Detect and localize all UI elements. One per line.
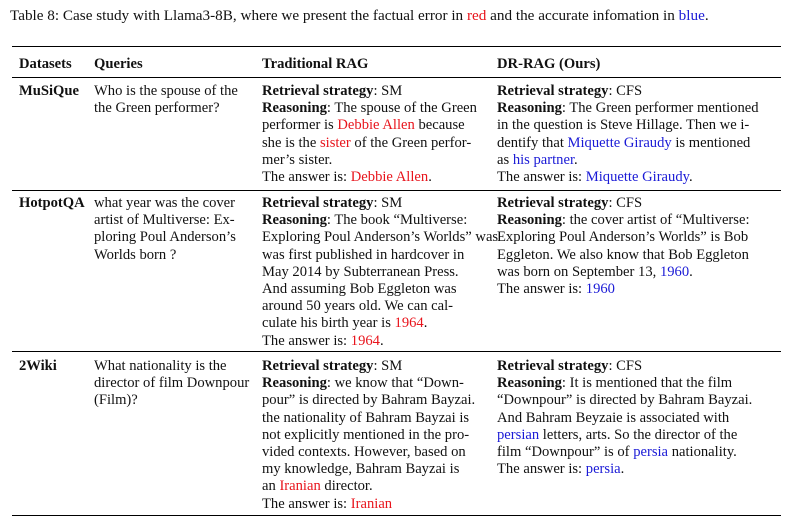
row-2-query	[94, 195, 236, 264]
plain-text: .	[379, 332, 384, 349]
cell-line	[262, 392, 475, 409]
plain-text: : we know that “Down-	[326, 375, 464, 392]
cell-line	[262, 152, 477, 169]
bold-label: Reasoning	[497, 100, 562, 117]
plain-text: And assuming Bob Eggleton was	[262, 281, 457, 298]
plain-text: The answer is:	[262, 169, 351, 186]
plain-text: dentify that	[497, 134, 568, 151]
cell-line	[497, 444, 752, 461]
plain-text: because	[414, 117, 465, 134]
plain-text: The answer is:	[262, 495, 351, 512]
cell-line	[497, 358, 752, 375]
plain-text: performer is	[262, 117, 338, 134]
plain-text: of the Green perfor-	[350, 134, 472, 151]
caption-prefix: Table 8: Case study with Llama3-8B, where we present the factual error in	[10, 7, 464, 24]
cell-line	[262, 212, 498, 229]
plain-text: in the question is Steve Hillage. Then we i-	[497, 117, 750, 134]
plain-text: The answer is:	[497, 461, 586, 478]
factual-error-text: Debbie Allen	[350, 169, 429, 186]
bold-label: Reasoning	[497, 375, 562, 392]
plain-text: Exploring Poul Anderson’s Worlds” is Bob	[497, 229, 749, 246]
row-2-dr-rag	[497, 195, 750, 298]
plain-text: the nationality of Bahram Bayzai is	[262, 409, 470, 426]
row-separator-1	[12, 190, 781, 191]
plain-text: .	[574, 151, 578, 168]
cell-line	[262, 427, 475, 444]
plain-text: : SM	[373, 83, 403, 99]
row-1-dr-rag	[497, 83, 759, 186]
accurate-info-text: persia	[585, 461, 621, 478]
plain-text: nationality.	[668, 444, 737, 461]
bold-label: Reasoning	[262, 212, 327, 229]
cell-line	[262, 169, 477, 186]
plain-text: : CFS	[608, 83, 643, 99]
plain-text: : SM	[373, 358, 403, 374]
query-line: director of film Downpour	[94, 375, 250, 392]
cell-line	[497, 264, 750, 281]
cell-line	[497, 169, 759, 186]
plain-text: .	[423, 315, 428, 332]
factual-error-text: Debbie Allen	[337, 117, 415, 134]
plain-text: Exploring Poul Anderson’s Worlds” was	[262, 229, 499, 246]
bold-label: Retrieval strategy	[497, 195, 609, 211]
factual-error-text: Iranian	[350, 495, 393, 512]
cell-line	[497, 195, 750, 212]
row-1-dataset: MuSiQue	[19, 83, 80, 99]
cell-line	[497, 392, 752, 409]
plain-text: .	[428, 169, 432, 186]
plain-text: was first published in hardcover in	[262, 246, 465, 263]
plain-text: not explicitly mentioned in the pro-	[262, 426, 470, 443]
row-separator-2	[12, 351, 781, 352]
cell-line	[497, 427, 752, 444]
plain-text: my knowledge, Bahram Bayzai is	[262, 461, 460, 478]
plain-text: : CFS	[608, 358, 643, 374]
caption-blue-word: blue	[678, 7, 705, 24]
plain-text: .	[689, 263, 693, 280]
header-traditional-rag: Traditional RAG	[262, 56, 369, 72]
plain-text: .	[620, 461, 625, 478]
plain-text: .	[688, 169, 693, 186]
cell-line	[262, 229, 498, 246]
query-line: what year was the cover	[94, 195, 236, 211]
bold-label: Retrieval strategy	[262, 83, 374, 99]
cell-line	[262, 264, 498, 281]
cell-line	[497, 281, 750, 298]
query-line: What nationality is the	[94, 358, 227, 374]
plain-text: pour” is directed by Bahram Bayzai.	[262, 392, 476, 409]
plain-text: The answer is:	[497, 169, 586, 186]
bold-label: Reasoning	[262, 375, 327, 392]
accurate-info-text: Miquette Giraudy	[585, 169, 689, 186]
query-line: (Film)?	[94, 392, 138, 409]
plain-text: vided contexts. However, based on	[262, 444, 466, 461]
plain-text: around 50 years old. We can cal-	[262, 298, 454, 315]
plain-text: May 2014 by Subterranean Press.	[262, 263, 459, 280]
table-caption	[10, 6, 790, 26]
cell-line	[262, 358, 475, 375]
row-3-dr-rag	[497, 358, 752, 478]
plain-text: “Downpour” is directed by Bahram Bayzai.	[497, 392, 753, 409]
caption-suffix: .	[704, 7, 709, 24]
row-3-dataset: 2Wiki	[19, 358, 57, 374]
row-3-traditional	[262, 358, 475, 513]
bold-label: Reasoning	[497, 212, 562, 229]
bold-label: Retrieval strategy	[262, 358, 374, 374]
cell-line	[262, 135, 477, 152]
bold-label: Retrieval strategy	[497, 83, 609, 99]
plain-text: : The Green performer mentioned	[561, 100, 759, 117]
cell-line	[262, 410, 475, 427]
cell-line	[262, 298, 498, 315]
cell-line	[497, 152, 759, 169]
cell-line	[497, 229, 750, 246]
plain-text: : It is mentioned that the film	[561, 375, 733, 392]
bold-label: Retrieval strategy	[497, 358, 609, 374]
row-2-dataset: HotpotQA	[19, 195, 85, 211]
cell-line	[497, 247, 750, 264]
header-queries: Queries	[94, 56, 143, 72]
cell-line	[262, 333, 498, 350]
accurate-info-text: his partner	[512, 151, 575, 168]
caption-middle: and the accurate infomation in	[490, 7, 675, 24]
plain-text: : The book “Multiverse:	[326, 212, 468, 229]
cell-line	[262, 195, 498, 212]
cell-line	[262, 478, 475, 495]
bold-label: Reasoning	[262, 100, 327, 117]
plain-text: : SM	[373, 195, 403, 211]
plain-text: And Bahram Beyzaie is associated with	[497, 409, 730, 426]
query-line: Who is the spouse of the	[94, 83, 238, 99]
table-bottom-rule	[12, 515, 781, 516]
plain-text: : CFS	[608, 195, 643, 211]
cell-line	[262, 315, 498, 332]
accurate-info-text: 1960	[585, 281, 615, 298]
cell-line	[262, 496, 475, 513]
plain-text: The answer is:	[497, 281, 586, 298]
cell-line	[497, 461, 752, 478]
cell-line	[262, 83, 477, 100]
cell-line	[497, 135, 759, 152]
factual-error-text: 1964	[394, 315, 424, 332]
cell-line	[262, 281, 498, 298]
plain-text: director.	[320, 478, 373, 495]
bold-label: Retrieval strategy	[262, 195, 374, 211]
cell-line	[497, 410, 752, 427]
accurate-info-text: persia	[633, 444, 669, 461]
cell-line	[262, 117, 477, 134]
caption-red-word: red	[466, 7, 487, 24]
accurate-info-text: persian	[497, 426, 540, 443]
plain-text: culate his birth year is	[262, 315, 395, 332]
factual-error-text: sister	[319, 134, 351, 151]
query-line: Worlds born ?	[94, 246, 177, 263]
row-3-query	[94, 358, 249, 410]
query-line: the Green performer?	[94, 100, 220, 117]
accurate-info-text: 1960	[659, 263, 690, 280]
cell-line	[497, 83, 759, 100]
query-line: ploring Poul Anderson’s	[94, 229, 236, 246]
plain-text: : The spouse of the Green	[326, 100, 477, 117]
header-dr-rag: DR-RAG (Ours)	[497, 56, 601, 72]
header-datasets: Datasets	[19, 56, 72, 72]
query-line: artist of Multiverse: Ex-	[94, 212, 235, 229]
plain-text: was born on September 13,	[497, 263, 660, 280]
plain-text: film “Downpour” is of	[497, 444, 634, 461]
header-rule	[12, 77, 781, 78]
cell-line	[497, 100, 759, 117]
cell-line	[262, 375, 475, 392]
factual-error-text: Iranian	[279, 478, 321, 495]
plain-text: : the cover artist of “Multiverse:	[561, 212, 750, 229]
cell-line	[262, 461, 475, 478]
plain-text: mer’s sister.	[262, 151, 333, 168]
plain-text: Eggleton. We also know that Bob Eggleton	[497, 246, 749, 263]
cell-line	[262, 444, 475, 461]
plain-text: as	[497, 151, 513, 168]
plain-text: letters, arts. So the director of the	[539, 426, 738, 443]
row-1-traditional	[262, 83, 477, 186]
cell-line	[497, 212, 750, 229]
cell-line	[497, 375, 752, 392]
row-2-traditional	[262, 195, 498, 350]
plain-text: an	[262, 478, 280, 495]
row-1-query	[94, 83, 238, 117]
plain-text: is mentioned	[671, 134, 751, 151]
cell-line	[262, 247, 498, 264]
cell-line	[497, 117, 759, 134]
accurate-info-text: Miquette Giraudy	[567, 134, 672, 151]
cell-line	[262, 100, 477, 117]
table-top-rule	[12, 46, 781, 47]
factual-error-text: 1964	[350, 332, 380, 349]
plain-text: she is the	[262, 134, 320, 151]
plain-text: The answer is:	[262, 332, 351, 349]
